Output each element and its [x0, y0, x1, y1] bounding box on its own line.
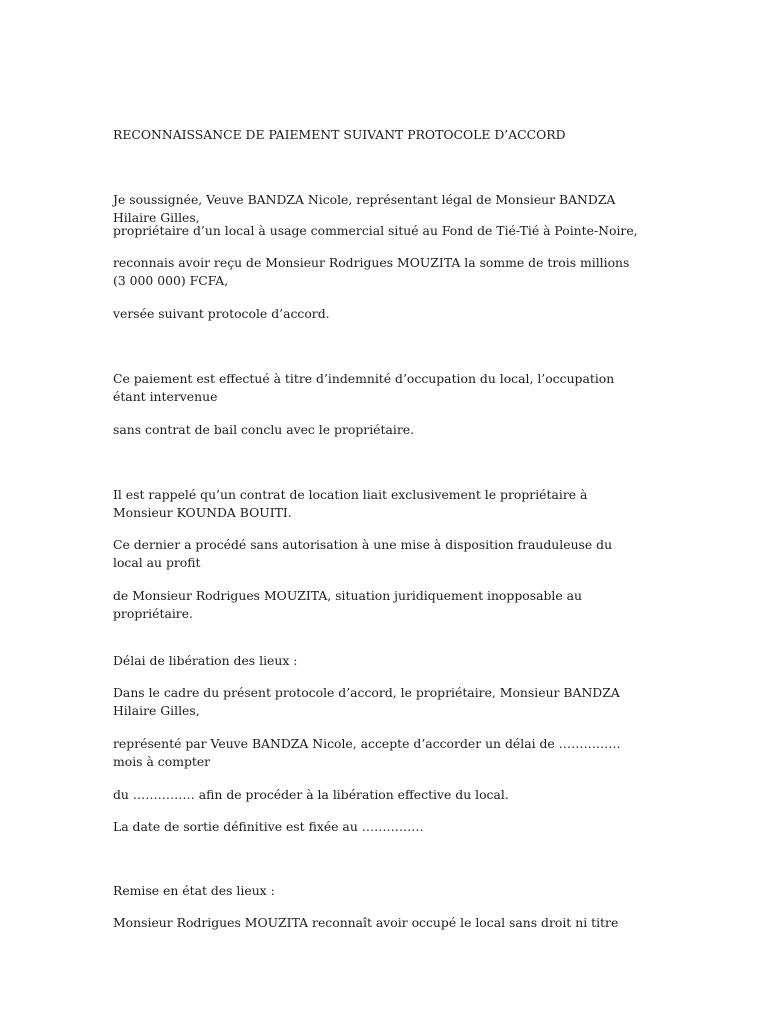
paragraph-6: sans contrat de bail conclu avec le propriétaire. — [113, 422, 415, 437]
paragraph-9: de Monsieur Rodrigues MOUZITA, situation juridiquement inopposable au propriétaire. — [113, 588, 582, 621]
paragraph-14: Monsieur Rodrigues MOUZITA reconnaît avoir occupé le local sans droit ni titre — [113, 915, 619, 930]
paragraph-2: propriétaire d’un local à usage commercial situé au Fond de Tié-Tié à Pointe-Noire, — [113, 223, 638, 238]
section-heading-remise: Remise en état des lieux : — [113, 883, 275, 898]
paragraph-3: reconnais avoir reçu de Monsieur Rodrigues MOUZITA la somme de trois millions (3 000 000) FCFA, — [113, 255, 630, 288]
paragraph-7: Il est rappelé qu’un contrat de location liait exclusivement le propriétaire à Monsieur KOUNDA BOUITI. — [113, 487, 588, 520]
paragraph-13: La date de sortie définitive est fixée au …………… — [113, 819, 424, 834]
paragraph-11: représenté par Veuve BANDZA Nicole, accepte d’accorder un délai de …………… mois à compter — [113, 736, 621, 769]
paragraph-12: du …………… afin de procéder à la libération effective du local. — [113, 787, 509, 802]
paragraph-5: Ce paiement est effectué à titre d’indemnité d’occupation du local, l’occupation étant intervenue — [113, 371, 615, 404]
paragraph-10: Dans le cadre du présent protocole d’accord, le propriétaire, Monsieur BANDZA Hilaire Gilles, — [113, 685, 620, 718]
paragraph-1: Je soussignée, Veuve BANDZA Nicole, représentant légal de Monsieur BANDZA Hilaire Gilles, — [113, 192, 616, 225]
section-heading-liberation: Délai de libération des lieux : — [113, 653, 298, 668]
document-title: RECONNAISSANCE DE PAIEMENT SUIVANT PROTOCOLE D’ACCORD — [113, 127, 566, 142]
paragraph-4: versée suivant protocole d’accord. — [113, 306, 330, 321]
paragraph-8: Ce dernier a procédé sans autorisation à une mise à disposition frauduleuse du local au profit — [113, 537, 613, 570]
